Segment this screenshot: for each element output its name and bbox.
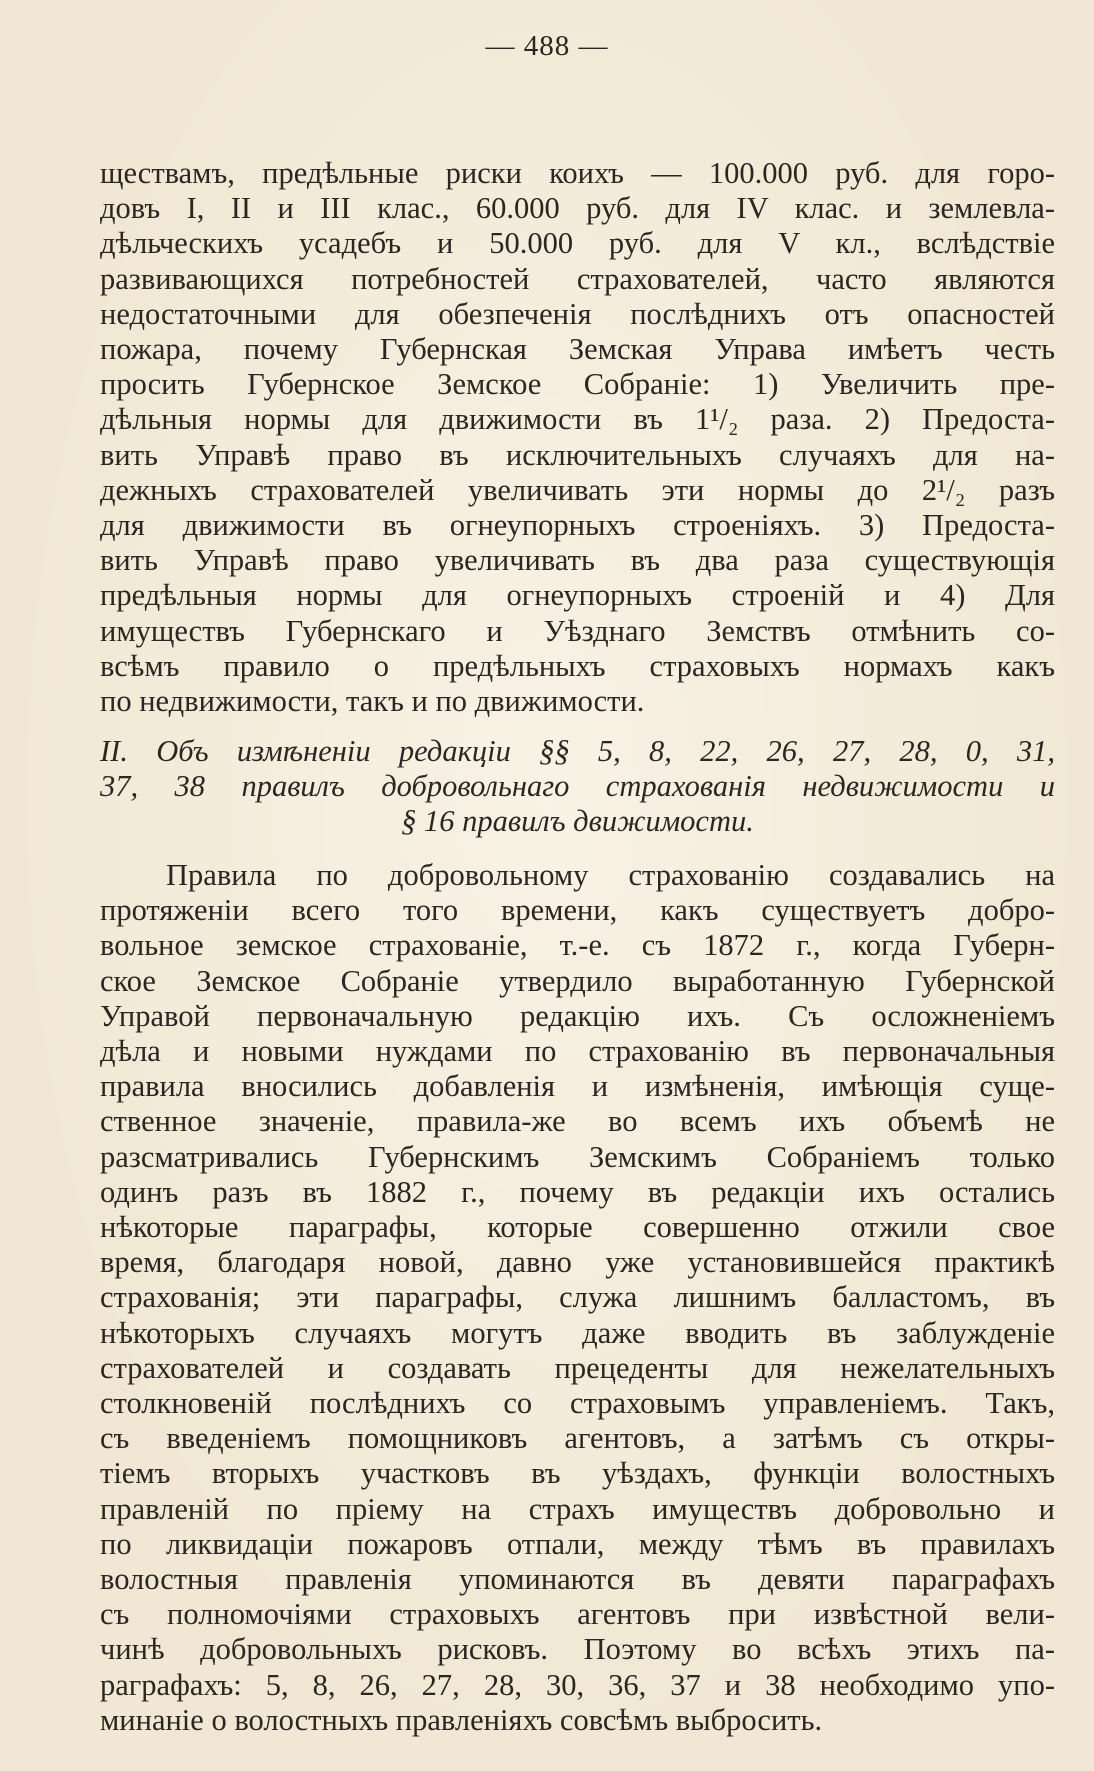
text-line: правленій по пріему на страхъ имуществъ добровольно и (100, 1491, 1055, 1526)
text-line: протяженіи всего того времени, какъ существуетъ добро- (100, 893, 1055, 928)
text-line: недостаточными для обезпеченія послѣднихъ отъ опасностей (100, 296, 1055, 331)
text-line: время, благодаря новой, давно уже установившейся практикѣ (100, 1245, 1055, 1280)
text-line: ское Земское Собраніе утвердило выработанную Губернской (100, 963, 1055, 998)
text-line: развивающихся потребностей страхователей, часто являются (100, 261, 1055, 296)
text-line: раграфахъ: 5, 8, 26, 27, 28, 30, 36, 37 и 38 необходимо упо- (100, 1667, 1055, 1702)
text-line: просить Губернское Земское Собраніе: 1) Увеличить пре- (100, 367, 1055, 402)
text-line: минаніе о волостныхъ правленіяхъ совсѣмъ выбросить. (100, 1702, 823, 1737)
text-line: по недвижимости, такъ и по движимости. (100, 684, 645, 719)
text-line: дежныхъ страхователей увеличивать эти нормы до 2¹/₂ разъ (100, 472, 1055, 507)
text-line: чинѣ добровольныхъ рисковъ. Поэтому во всѣхъ этихъ па- (100, 1632, 1055, 1667)
text-line: вить Управѣ право въ исключительныхъ случаяхъ для на- (100, 437, 1055, 472)
text-line: Правила по добровольному страхованію создавались на (166, 858, 1055, 892)
text-line: одинъ разъ въ 1882 г., почему въ редакціи ихъ остались (100, 1174, 1055, 1209)
text-line: столкновеній послѣднихъ со страховымъ управленіемъ. Такъ, (100, 1386, 1055, 1421)
paragraph-2 (100, 858, 1055, 1738)
text-line: дѣльческихъ усадебъ и 50.000 руб. для V кл., вслѣдствіе (100, 226, 1055, 261)
text-line: дѣла и новыми нуждами по страхованію въ первоначальныя (100, 1034, 1055, 1069)
text-line: нѣкоторыхъ случаяхъ могутъ даже вводить въ заблужденіе (100, 1315, 1055, 1350)
text-line: имуществъ Губернскаго и Уѣзднаго Земствъ отмѣнить со- (100, 613, 1055, 648)
text-line: нѣкоторые параграфы, которые совершенно отжили свое (100, 1210, 1055, 1245)
text-line: Управой первоначальную редакцію ихъ. Съ осложненіемъ (100, 998, 1055, 1033)
text-line: дѣльныя нормы для движимости въ 1¹/₂ раза. 2) Предоста- (100, 402, 1055, 437)
heading-line: 37, 38 правилъ добровольнаго страхованія недвижимости и (100, 769, 1055, 804)
text-line: волостныя правленія упоминаются въ девяти параграфахъ (100, 1562, 1055, 1597)
text-line: страхователей и создавать прецеденты для нежелательныхъ (100, 1350, 1055, 1385)
heading-line: II. Объ измѣненіи редакціи §§ 5, 8, 22, 26, 27, 28, 0, 31, (100, 734, 1055, 768)
text-line: вольное земское страхованіе, т.-е. съ 1872 г., когда Губерн- (100, 928, 1055, 963)
paragraph-1 (100, 156, 1055, 719)
text-line: разсматривались Губернскимъ Земскимъ Собраніемъ только (100, 1139, 1055, 1174)
text-line: страхованія; эти параграфы, служа лишнимъ балластомъ, въ (100, 1280, 1055, 1315)
text-line: всѣмъ правило о предѣльныхъ страховыхъ нормахъ какъ (100, 648, 1055, 683)
page-number: — 488 — (485, 30, 609, 62)
text-line: пожара, почему Губернская Земская Управа имѣетъ честь (100, 332, 1055, 367)
section-heading (100, 734, 1055, 840)
text-line: ществамъ, предѣльные риски коихъ — 100.000 руб. для горо- (100, 156, 1055, 190)
text-line: ственное значеніе, правила-же во всемъ ихъ объемѣ не (100, 1104, 1055, 1139)
text-line: довъ I, II и III клас., 60.000 руб. для IV клас. и землевла- (100, 191, 1055, 226)
heading-line: § 16 правилъ движимости. (401, 804, 754, 839)
text-line: съ введеніемъ помощниковъ агентовъ, а затѣмъ съ откры- (100, 1421, 1055, 1456)
text-line: правила вносились добавленія и измѣненія, имѣющія суще- (100, 1069, 1055, 1104)
text-line: по ликвидаціи пожаровъ отпали, между тѣмъ въ правилахъ (100, 1526, 1055, 1561)
text-line: предѣльныя нормы для огнеупорныхъ строеній и 4) Для (100, 578, 1055, 613)
text-line: вить Управѣ право увеличивать въ два раза существующія (100, 543, 1055, 578)
text-line: съ полномочіями страховыхъ агентовъ при извѣстной вели- (100, 1597, 1055, 1632)
text-line: тіемъ вторыхъ участковъ въ уѣздахъ, функціи волостныхъ (100, 1456, 1055, 1491)
text-line: для движимости въ огнеупорныхъ строеніяхъ. 3) Предоста- (100, 508, 1055, 543)
